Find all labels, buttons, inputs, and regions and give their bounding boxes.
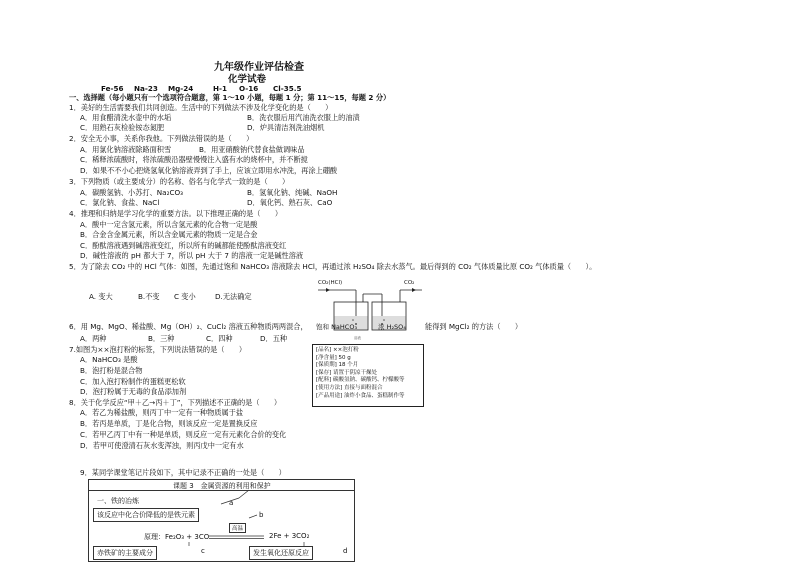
q2-option-d: D．如果不不小心把烧氢氧化钠溶液弄到了手上，应该立即用水冲洗，再涂上硼酸	[80, 166, 338, 175]
note-mark-b: b	[259, 511, 264, 519]
q5-option-c: C 变小	[174, 292, 196, 301]
note-box-d: 发生氧化还原反应	[249, 546, 313, 560]
q5-option-d: D.无法确定	[215, 292, 252, 301]
gas-wash-apparatus	[316, 280, 426, 340]
q6-stem-tail: 能得到 MgCl₂ 的方法（ ）	[425, 322, 523, 331]
note-mark-d: d	[343, 547, 348, 555]
note-mark-a: a	[229, 499, 234, 507]
label-line: [品名] ××泡打粉	[316, 347, 359, 353]
q3-option-d: D．氧化钙、熟石灰、CaO	[247, 198, 333, 207]
figure-tiny-label: 溶液	[354, 336, 361, 340]
atomic-mass-o: O-16	[239, 84, 259, 93]
q8-option-c: C．若甲乙丙丁中有一种是单质，则反应一定有元素化合价的变化	[80, 430, 287, 439]
figure-label-nahco3: 饱和 NaHCO₃	[316, 323, 358, 331]
figure-inlet-label: CO₂(HCl)	[318, 280, 343, 286]
q6-option-a: A．两种	[80, 334, 107, 343]
q5-option-b: B.不变	[138, 292, 160, 301]
q7-stem: 7.如图为××泡打粉的标签，下列说法错误的是（ ）	[69, 345, 247, 354]
note-mark-c: c	[201, 547, 205, 555]
gas-wash-figure	[316, 280, 426, 340]
label-line: [使用方法] 直接与面粉混合	[316, 384, 383, 391]
label-line: [净含量] 50 g	[316, 354, 351, 361]
note-box-c: 赤铁矿的主要成分	[93, 546, 157, 560]
class-notes	[88, 479, 355, 562]
q7-option-b: B．泡打粉是混合物	[80, 366, 143, 375]
q6-stem: 6．用 Mg、MgO、稀盐酸、Mg（OH）₂、CuCl₂ 溶液五种物质两两混合，	[69, 322, 308, 331]
figure-outlet-label: CO₂	[404, 280, 415, 286]
label-line: [保质期] 18 个月	[316, 362, 359, 369]
atomic-mass-cl: Cl-35.5	[273, 84, 302, 93]
notes-title: 课题 3 金属资源的利用和保护	[173, 482, 271, 490]
q1-option-a: A．用食醋清洗水壶中的水垢	[80, 113, 172, 122]
label-line: [配料] 碳酸氢钠、碳酸钙、柠檬酸等	[316, 377, 405, 384]
atomic-mass-h: H-1	[213, 84, 227, 93]
q7-option-d: D．泡打粉属于无毒的食品添加剂	[80, 387, 187, 396]
q4-stem: 4．推理和归纳是学习化学的重要方法。以下推理正确的是（ ）	[69, 209, 283, 218]
q3-option-b: B．氢氧化钠、纯碱、NaOH	[247, 188, 338, 197]
q5-option-a: A. 变大	[89, 292, 113, 301]
q1-option-c: C．用熟石灰检验铵态氮肥	[80, 123, 165, 132]
q5-stem: 5．为了除去 CO₂ 中的 HCl 气体：如图，先通过饱和 NaHCO₃ 溶液除去 HCl，再通过浓 H₂SO₄ 除去水蒸气。最后得到的 CO₂ 气体质量比原 CO₂ 气体质量（ ）。	[69, 262, 597, 271]
notes-section: 一、铁的冶炼	[97, 497, 139, 505]
q2-option-a: A．用氯化钠溶液除路面积雪	[80, 145, 172, 154]
figure-label-h2so4: 浓 H₂SO₄	[378, 323, 406, 331]
q7-option-c: C．加入泡打粉制作的蛋糕更松软	[80, 377, 186, 386]
q6-option-b: B．三种	[148, 334, 175, 343]
product-label	[312, 344, 424, 407]
q6-option-c: C．四种	[206, 334, 233, 343]
label-line: [保存] 请置于阴凉干燥处	[316, 369, 378, 376]
q3-option-a: A．碳酸氢钠、小苏打、Na₂CO₃	[80, 188, 184, 197]
q3-option-c: C．氯化钠、食盐、NaCl	[80, 198, 160, 207]
label-line: [产品用途] 油炸小食品、蛋糕制作等	[316, 392, 405, 399]
note-gaowen: 高温	[229, 523, 246, 533]
q4-option-a: A．酸中一定含氢元素，所以含氢元素的化合物一定是酸	[80, 220, 258, 229]
q2-stem: 2．安全无小事，关系你我他。下列做法错误的是（ ）	[69, 134, 254, 143]
q4-option-b: B．合金含金属元素，所以含金属元素的物质一定是合金	[80, 230, 258, 239]
atomic-mass-mg: Mg-24	[168, 84, 194, 93]
q8-option-a: A．若乙为稀盐酸，则丙丁中一定有一种物质属于盐	[80, 408, 244, 417]
q1-option-b: B．洗衣服后用汽油洗衣服上的油渍	[247, 113, 360, 122]
exam-title: 九年级作业评估检查	[214, 62, 304, 73]
atomic-mass-fe: Fe-56	[101, 84, 124, 93]
q8-option-b: B．若丙是单质，丁是化合物，则该反应一定是置换反应	[80, 419, 258, 428]
q4-option-d: D．碱性溶液的 pH 都大于 7，所以 pH 大于 7 的溶液一定是碱性溶液	[80, 251, 304, 260]
q9-stem: 9．某同学课堂笔记片段如下，其中记录不正确的一处是（ ）	[80, 468, 286, 477]
q6-option-d: D．五种	[260, 334, 288, 343]
q3-stem: 3．下列物质（或主要成分）的名称、俗名与化学式一致的是（ ）	[69, 177, 290, 186]
q2-option-b: B．用亚硝酸钠代替食盐做调味品	[199, 145, 305, 154]
q8-option-d: D．若甲可使澄清石灰水变浑浊，则丙戊中一定有水	[80, 441, 244, 450]
exam-subtitle: 化学试卷	[228, 74, 267, 85]
q8-stem: 8．关于化学反应“甲＋乙→丙＋丁”，下列描述不正确的是（ ）	[69, 398, 282, 407]
section-heading: 一、选择题（每小题只有一个选项符合题意，第 1～10 小题，每题 1 分；第 11～15，每题 2 分）	[69, 93, 391, 102]
q4-option-c: C．酚酞溶液遇到碱溶液变红，所以所有的碱都能使酚酞溶液变红	[80, 241, 287, 250]
q1-option-d: D．炉具清洁剂洗油烟机	[247, 123, 325, 132]
q7-option-a: A．NaHCO₃ 是酸	[80, 355, 138, 364]
q2-option-c: C．稀释浓硫酸时，将浓硫酸沿器壁慢慢注入盛有水的烧杯中，并不断搅	[80, 155, 308, 164]
atomic-mass-na: Na-23	[134, 84, 158, 93]
note-product: 2Fe + 3CO₂	[269, 532, 310, 540]
q1-stem: 1．美好的生活需要我们共同创造。生活中的下列做法不涉及化学变化的是（ ）	[69, 103, 333, 112]
note-principle: 原理：Fe₂O₃ + 3CO	[144, 533, 210, 541]
note-box-a: 该反应中化合价降低的是铁元素	[93, 508, 199, 522]
